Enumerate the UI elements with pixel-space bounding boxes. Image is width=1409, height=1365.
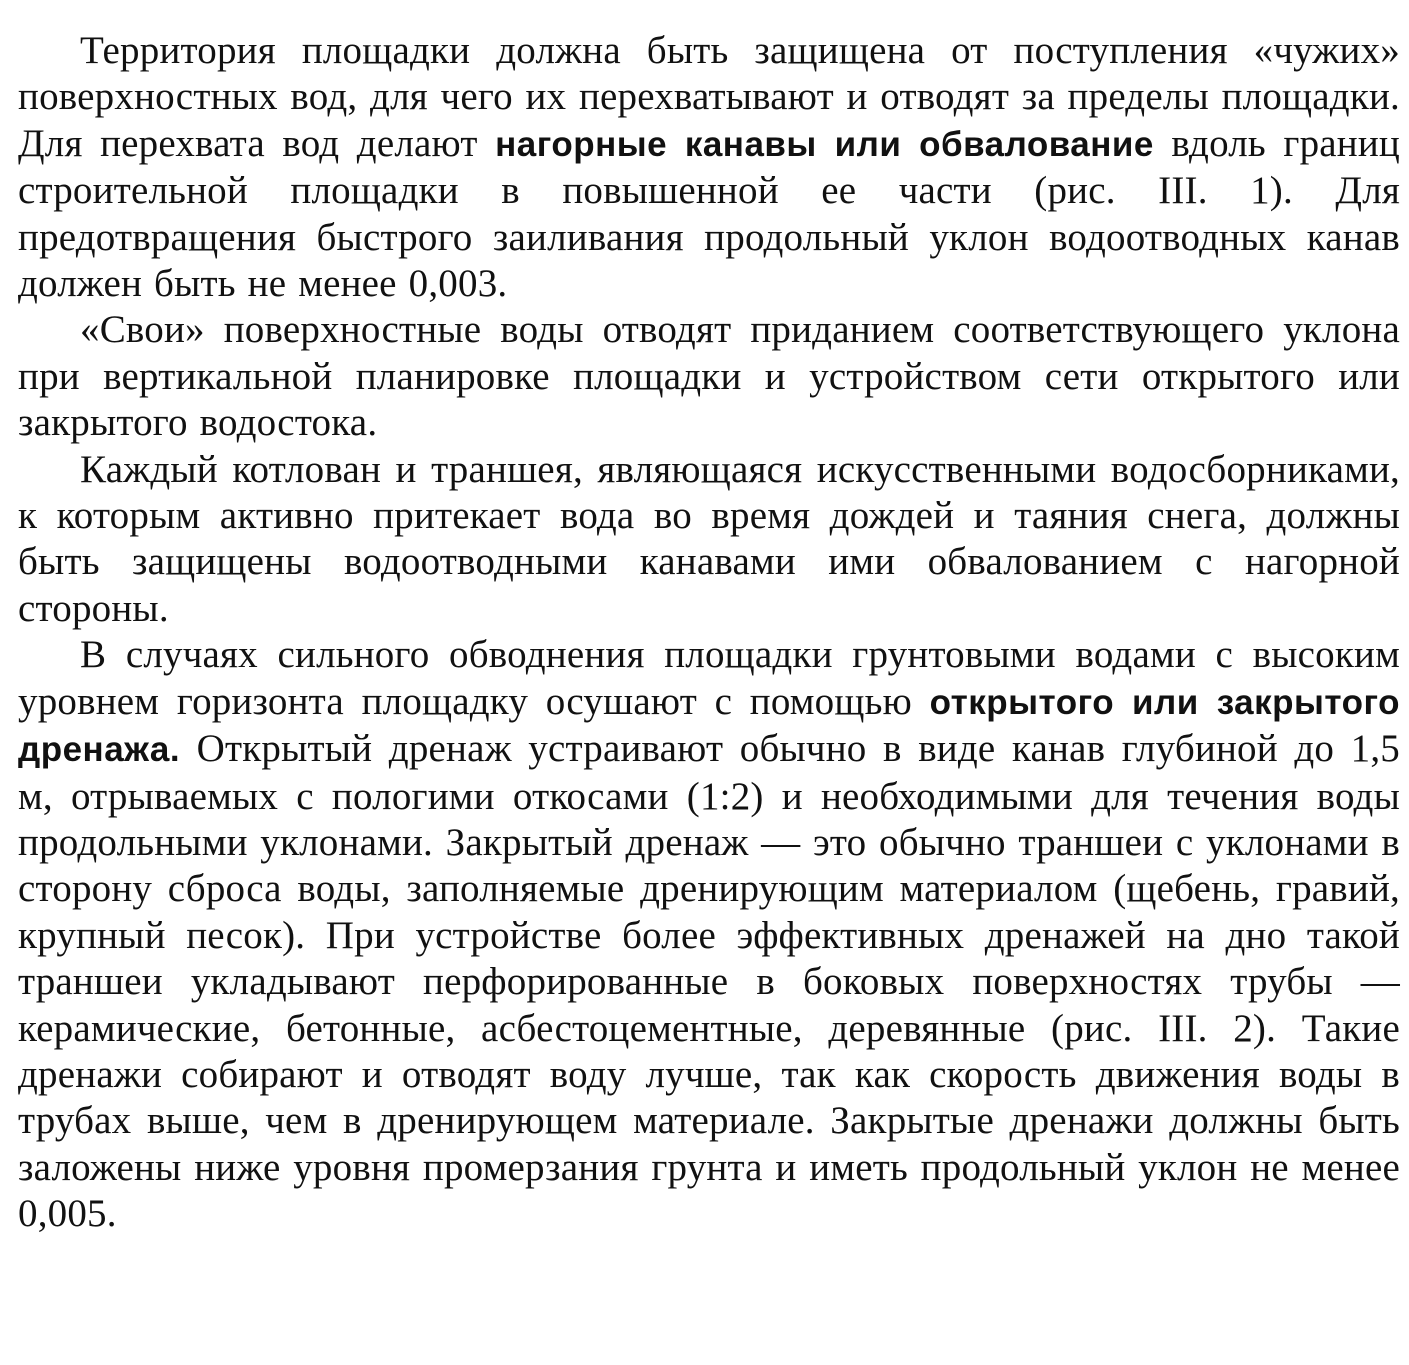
text-run: Каждый котлован и траншея, являющаяся искусственными водосборниками, к которым активно притекает вода во время дождей и таяния снега, должны быть защищены водоотводными канавами ими обвалованием с нагорной стороны. (18, 447, 1400, 630)
bold-term-open-closed-drainage: открытого или закрытого дренажа. (18, 682, 1400, 770)
paragraph-drainage (18, 632, 1400, 1237)
text-run: вдоль границ строительной площадки в повышенной ее части (рис. III. 1). Для предотвращения быстрого заиливания продольный уклон водоотводных канав должен быть не менее 0,003. (18, 121, 1401, 306)
paragraph-own-surface-water (18, 307, 1400, 446)
text-run: Территория площадки должна быть защищена от поступления «чужих» поверхностных вод, для чего их перехватывают и отводят за пределы площадки. Для перехвата вод делают (18, 29, 1400, 165)
text-run: В случаях сильного обводнения площадки грунтовыми водами с высоким уровнем горизонта площадку осушают с помощью (18, 633, 1400, 723)
bold-term-upland-ditches: нагорные канавы или обвалование (495, 124, 1154, 164)
paragraph-pits-and-trenches (18, 447, 1400, 633)
paragraph-surface-water-protection (18, 28, 1400, 307)
text-run: Открытый дренаж устраивают обычно в виде канав глубиной до 1,5 м, отрываемых с пологими откосами (1:2) и необходимыми для течения воды продольными уклонами. Закрытый дренаж — это обычно траншеи с уклонами в сторону сброса воды, заполняемые дренирующим материалом (щебень, гравий, крупный песок). При устройстве более эффективных дренажей на дно такой траншеи укладывают перфорированные в боковых поверхностях трубы — керамические, бетонные, асбестоцементные, деревянные (рис. III. 2). Такие дренажи собирают и отводят воду лучше, так как скорость движения воды в трубах выше, чем в дренирующем материале. Закрытые дренажи должны быть заложены ниже уровня промерзания грунта и иметь продольный уклон не менее 0,005. (18, 727, 1400, 1236)
body-text (18, 28, 1400, 1238)
text-run: «Свои» поверхностные воды отводят приданием соответствующего уклона при вертикальной планировке площадки и устройством сети открытого или закрытого водостока. (18, 308, 1400, 445)
